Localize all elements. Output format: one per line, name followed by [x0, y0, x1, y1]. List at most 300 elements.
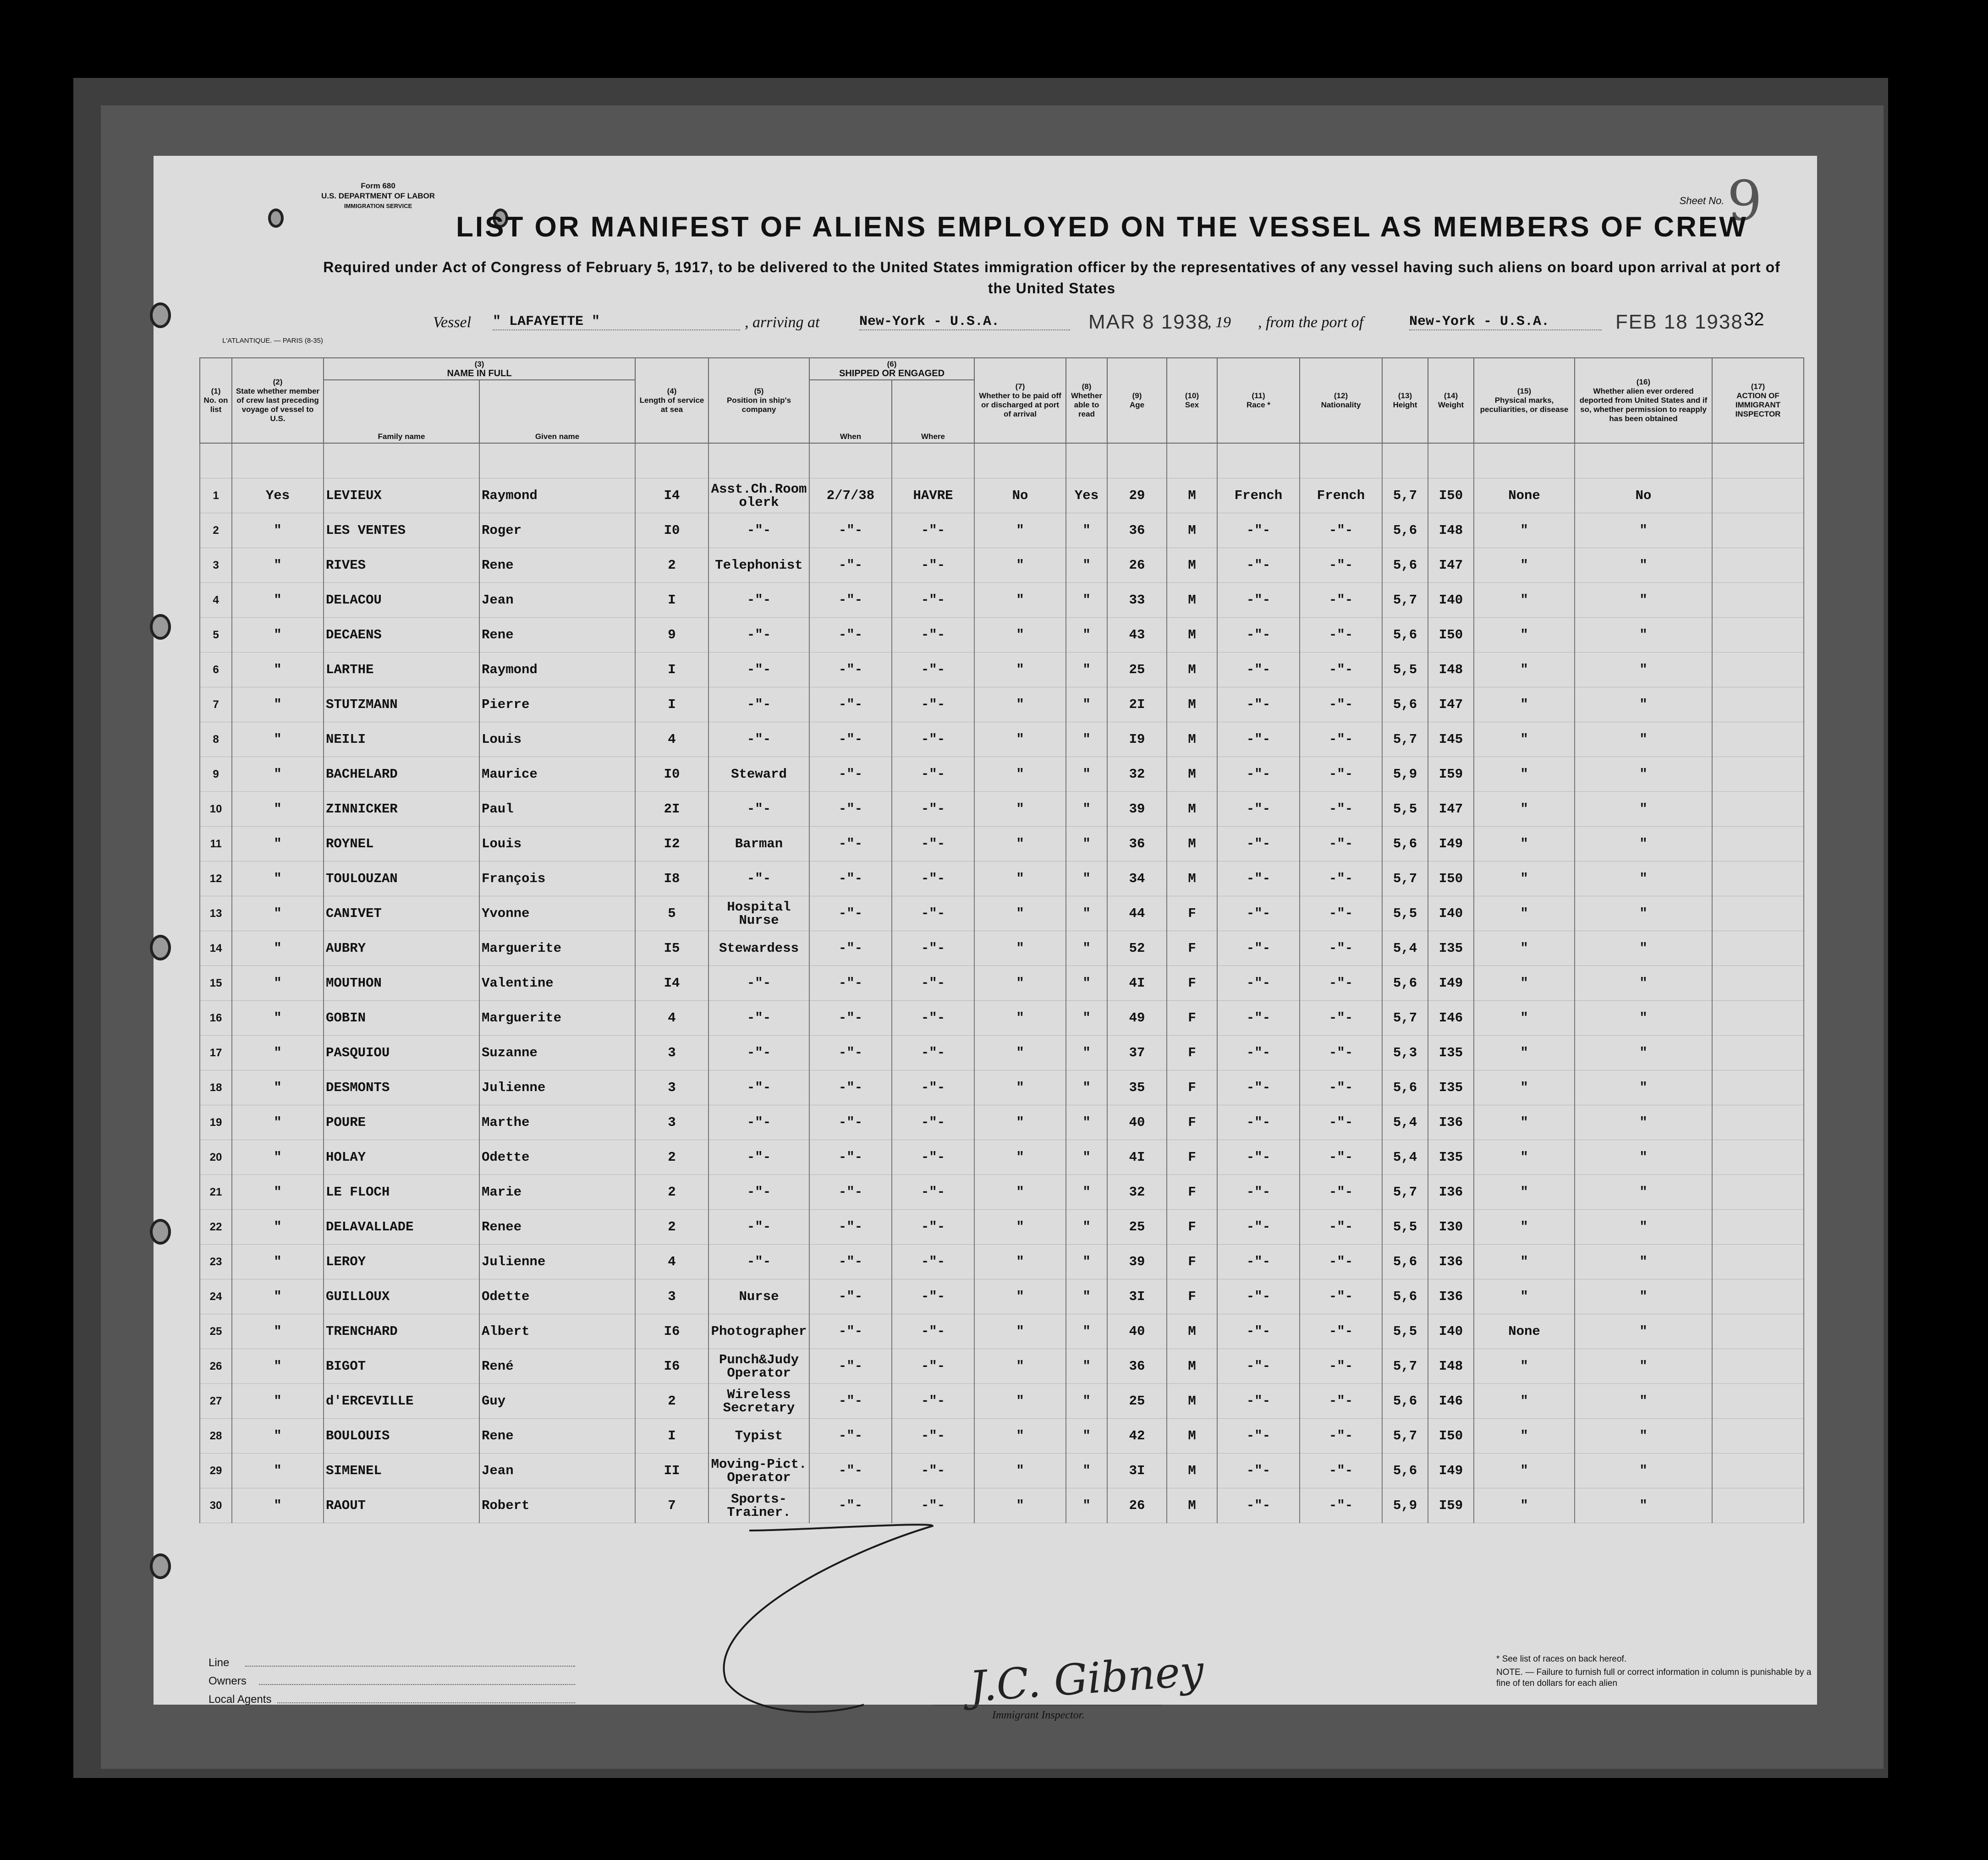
cell-age: 39 [1107, 792, 1167, 827]
cell-marks: " [1474, 966, 1575, 1001]
cell-given: Marguerite [479, 931, 635, 966]
cell-deported: " [1575, 1175, 1712, 1210]
cell-when: -"- [809, 1105, 892, 1140]
cell-no: 1 [200, 478, 232, 513]
cell-given: Julienne [479, 1245, 635, 1279]
cell-service: I2 [635, 827, 708, 861]
cell-sex: M [1167, 861, 1217, 896]
cell-nationality: -"- [1300, 1070, 1382, 1105]
cell-given: Marthe [479, 1105, 635, 1140]
cell-race: -"- [1217, 1001, 1300, 1036]
cell-race: -"- [1217, 1419, 1300, 1454]
cell-family: DESMONTS [324, 1070, 479, 1105]
col-header-given-name: Given name [479, 380, 635, 443]
cell-paid: " [974, 687, 1066, 722]
cell-marks: " [1474, 548, 1575, 583]
cell-height: 5,3 [1382, 1036, 1428, 1070]
cell-position: Punch&Judy Operator [708, 1349, 809, 1384]
cell-deported: " [1575, 1036, 1712, 1070]
cell-read: " [1066, 513, 1107, 548]
cell-when: -"- [809, 966, 892, 1001]
page-subtitle: Required under Act of Congress of February 5, 1917, to be delivered to the United States immigration officer by the representatives of any vessel having such aliens on board upon arrival at port of the United States [323, 259, 1780, 296]
cell-given: Rene [479, 618, 635, 653]
cell-where: -"- [892, 1140, 974, 1175]
cell-read: " [1066, 1210, 1107, 1245]
cell-age: 35 [1107, 1070, 1167, 1105]
cell-when: -"- [809, 792, 892, 827]
cell-paid: " [974, 1036, 1066, 1070]
cell-prev: " [232, 1070, 324, 1105]
cell-service: 2 [635, 1140, 708, 1175]
cell-nationality: -"- [1300, 687, 1382, 722]
cell-prev: " [232, 1105, 324, 1140]
cell-no: 10 [200, 792, 232, 827]
cell-paid: " [974, 1454, 1066, 1488]
cell-age: I9 [1107, 722, 1167, 757]
cell-deported: " [1575, 1279, 1712, 1314]
cell-family: DELAVALLADE [324, 1210, 479, 1245]
cell-race: French [1217, 478, 1300, 513]
cell-service: 2 [635, 1175, 708, 1210]
cell-read: " [1066, 583, 1107, 618]
cell-paid: " [974, 861, 1066, 896]
cell-weight: I50 [1428, 1419, 1474, 1454]
col-header-name: (3) NAME IN FULL [324, 358, 635, 380]
cell-given: Louis [479, 722, 635, 757]
cell-sex: M [1167, 687, 1217, 722]
cell-deported: " [1575, 1488, 1712, 1523]
col-header-nationality: (12) Nationality [1300, 358, 1382, 443]
cell-weight: I45 [1428, 722, 1474, 757]
cell-height: 5,6 [1382, 1384, 1428, 1419]
cell-when: -"- [809, 757, 892, 792]
cell-prev: " [232, 966, 324, 1001]
cell-position: -"- [708, 618, 809, 653]
form-number: Form 680 [361, 181, 395, 190]
cell-race: -"- [1217, 1210, 1300, 1245]
cell-race: -"- [1217, 1488, 1300, 1523]
cell-marks: None [1474, 478, 1575, 513]
col-header-position: (5) Position in ship's company [708, 358, 809, 443]
cell-nationality: -"- [1300, 1419, 1382, 1454]
cell-age: 36 [1107, 827, 1167, 861]
cell-nationality: -"- [1300, 827, 1382, 861]
cell-paid: " [974, 513, 1066, 548]
cell-service: I4 [635, 478, 708, 513]
cell-family: DELACOU [324, 583, 479, 618]
note-label: NOTE. — [1496, 1668, 1534, 1677]
cell-race: -"- [1217, 1175, 1300, 1210]
cell-family: RIVES [324, 548, 479, 583]
cell-deported: " [1575, 827, 1712, 861]
page-title: LIST OR MANIFEST OF ALIENS EMPLOYED ON THE VESSEL AS MEMBERS OF CREW [456, 211, 1748, 243]
cell-position: -"- [708, 1105, 809, 1140]
cell-race: -"- [1217, 1314, 1300, 1349]
cell-when: -"- [809, 1419, 892, 1454]
cell-weight: I36 [1428, 1175, 1474, 1210]
cell-nationality: -"- [1300, 931, 1382, 966]
cell-prev: " [232, 687, 324, 722]
cell-given: Jean [479, 1454, 635, 1488]
cell-paid: " [974, 1314, 1066, 1349]
cell-weight: I49 [1428, 1454, 1474, 1488]
cell-prev: " [232, 1488, 324, 1523]
cell-marks: " [1474, 687, 1575, 722]
cell-position: -"- [708, 966, 809, 1001]
cell-no: 8 [200, 722, 232, 757]
cell-family: GUILLOUX [324, 1279, 479, 1314]
cell-paid: " [974, 653, 1066, 687]
col-header-weight: (14) Weight [1428, 358, 1474, 443]
cell-where: -"- [892, 1279, 974, 1314]
cell-where: -"- [892, 1070, 974, 1105]
cell-nationality: -"- [1300, 1279, 1382, 1314]
cell-sex: F [1167, 1245, 1217, 1279]
cell-height: 5,6 [1382, 548, 1428, 583]
cell-where: -"- [892, 618, 974, 653]
cell-family: ZINNICKER [324, 792, 479, 827]
cell-sex: F [1167, 1001, 1217, 1036]
year-label: , 19 [1208, 314, 1231, 331]
cell-prev: " [232, 1314, 324, 1349]
cell-nationality: -"- [1300, 896, 1382, 931]
cell-height: 5,7 [1382, 1349, 1428, 1384]
cell-marks: " [1474, 1105, 1575, 1140]
cell-family: LEROY [324, 1245, 479, 1279]
cell-race: -"- [1217, 618, 1300, 653]
cell-position: Steward [708, 757, 809, 792]
cell-sex: M [1167, 1454, 1217, 1488]
cell-paid: " [974, 1210, 1066, 1245]
cell-position: Stewardess [708, 931, 809, 966]
cell-height: 5,5 [1382, 896, 1428, 931]
cell-family: ROYNEL [324, 827, 479, 861]
cell-prev: " [232, 861, 324, 896]
cell-race: -"- [1217, 687, 1300, 722]
cell-service: I0 [635, 757, 708, 792]
cell-service: 5 [635, 896, 708, 931]
cell-family: STUTZMANN [324, 687, 479, 722]
cell-sex: M [1167, 478, 1217, 513]
cell-race: -"- [1217, 513, 1300, 548]
cell-service: I [635, 653, 708, 687]
cell-read: " [1066, 618, 1107, 653]
cell-family: LE FLOCH [324, 1175, 479, 1210]
cell-given: Suzanne [479, 1036, 635, 1070]
cell-given: Valentine [479, 966, 635, 1001]
cell-height: 5,7 [1382, 583, 1428, 618]
cell-read: " [1066, 722, 1107, 757]
cell-prev: " [232, 1349, 324, 1384]
cell-when: -"- [809, 1314, 892, 1349]
cell-service: 3 [635, 1279, 708, 1314]
cell-sex: M [1167, 583, 1217, 618]
cell-where: -"- [892, 513, 974, 548]
cell-marks: " [1474, 931, 1575, 966]
cell-nationality: -"- [1300, 1210, 1382, 1245]
cell-when: -"- [809, 1210, 892, 1245]
cell-sex: M [1167, 757, 1217, 792]
cell-paid: " [974, 583, 1066, 618]
cell-where: -"- [892, 1454, 974, 1488]
cell-marks: " [1474, 1140, 1575, 1175]
cell-where: -"- [892, 896, 974, 931]
cell-sex: M [1167, 618, 1217, 653]
cell-race: -"- [1217, 896, 1300, 931]
cell-where: -"- [892, 1001, 974, 1036]
cell-paid: No [974, 478, 1066, 513]
cell-service: I [635, 1419, 708, 1454]
cell-nationality: -"- [1300, 757, 1382, 792]
cell-read: " [1066, 1488, 1107, 1523]
cell-read: " [1066, 896, 1107, 931]
cell-position: -"- [708, 1001, 809, 1036]
cell-family: LARTHE [324, 653, 479, 687]
cell-paid: " [974, 757, 1066, 792]
cell-weight: I50 [1428, 618, 1474, 653]
cell-sex: M [1167, 548, 1217, 583]
cell-position: -"- [708, 1245, 809, 1279]
cell-position: Hospital Nurse [708, 896, 809, 931]
cell-paid: " [974, 1175, 1066, 1210]
cell-where: -"- [892, 583, 974, 618]
cell-sex: M [1167, 1349, 1217, 1384]
cell-position: -"- [708, 583, 809, 618]
cell-read: " [1066, 757, 1107, 792]
cell-weight: I48 [1428, 1349, 1474, 1384]
from-port: New-York - U.S.A. [1409, 314, 1602, 330]
cell-prev: " [232, 1454, 324, 1488]
cell-read: " [1066, 1175, 1107, 1210]
cell-weight: I49 [1428, 827, 1474, 861]
cell-age: 34 [1107, 861, 1167, 896]
cell-family: TRENCHARD [324, 1314, 479, 1349]
inspector-signature: J.C. Gibney [967, 1646, 1206, 1712]
cell-deported: " [1575, 792, 1712, 827]
cell-sex: F [1167, 1175, 1217, 1210]
cell-race: -"- [1217, 548, 1300, 583]
cell-sex: M [1167, 1419, 1217, 1454]
col-header-service: (4) Length of service at sea [635, 358, 708, 443]
cell-position: -"- [708, 1070, 809, 1105]
cell-position: -"- [708, 513, 809, 548]
cell-deported: " [1575, 1105, 1712, 1140]
cell-when: -"- [809, 827, 892, 861]
col-header-age: (9) Age [1107, 358, 1167, 443]
cell-read: " [1066, 548, 1107, 583]
cell-where: -"- [892, 1314, 974, 1349]
cell-where: -"- [892, 861, 974, 896]
cell-given: Paul [479, 792, 635, 827]
arriving-label: , arriving at [745, 314, 820, 331]
cell-position: -"- [708, 792, 809, 827]
cell-prev: " [232, 722, 324, 757]
cell-height: 5,7 [1382, 1175, 1428, 1210]
line-label: Line [209, 1657, 230, 1669]
cell-given: Odette [479, 1279, 635, 1314]
cell-height: 5,5 [1382, 792, 1428, 827]
cell-marks: " [1474, 583, 1575, 618]
cell-no: 28 [200, 1419, 232, 1454]
cell-marks: " [1474, 1454, 1575, 1488]
cell-sex: M [1167, 653, 1217, 687]
cell-height: 5,5 [1382, 653, 1428, 687]
cell-paid: " [974, 966, 1066, 1001]
cell-where: -"- [892, 1488, 974, 1523]
cell-marks: " [1474, 1349, 1575, 1384]
cell-height: 5,6 [1382, 1454, 1428, 1488]
cell-height: 5,6 [1382, 1070, 1428, 1105]
cell-sex: M [1167, 792, 1217, 827]
cell-prev: " [232, 931, 324, 966]
cell-no: 17 [200, 1036, 232, 1070]
cell-height: 5,4 [1382, 1105, 1428, 1140]
cell-given: Robert [479, 1488, 635, 1523]
cell-nationality: -"- [1300, 1245, 1382, 1279]
cell-family: POURE [324, 1105, 479, 1140]
cell-when: -"- [809, 1001, 892, 1036]
inspector-pen-stroke [724, 1525, 933, 1712]
race-footnote: * See list of races on back hereof. [1496, 1654, 1627, 1664]
note-text: Failure to furnish full or correct information in column is punishable by a fine of ten dollars for each alien [1496, 1668, 1812, 1688]
cell-age: 40 [1107, 1314, 1167, 1349]
cell-position: Wireless Secretary [708, 1384, 809, 1419]
cell-race: -"- [1217, 757, 1300, 792]
cell-paid: " [974, 1070, 1066, 1105]
cell-weight: I50 [1428, 861, 1474, 896]
cell-height: 5,6 [1382, 618, 1428, 653]
cell-age: 26 [1107, 548, 1167, 583]
cell-height: 5,6 [1382, 827, 1428, 861]
cell-weight: I49 [1428, 966, 1474, 1001]
cell-when: -"- [809, 1140, 892, 1175]
cell-deported: " [1575, 861, 1712, 896]
col-header-no: (1) No. on list [200, 358, 232, 443]
cell-race: -"- [1217, 966, 1300, 1001]
cell-paid: " [974, 827, 1066, 861]
cell-age: 26 [1107, 1488, 1167, 1523]
cell-weight: I59 [1428, 1488, 1474, 1523]
cell-deported: " [1575, 1454, 1712, 1488]
cell-no: 16 [200, 1001, 232, 1036]
cell-given: François [479, 861, 635, 896]
cell-no: 15 [200, 966, 232, 1001]
cell-height: 5,4 [1382, 931, 1428, 966]
cell-height: 5,9 [1382, 757, 1428, 792]
cell-where: -"- [892, 653, 974, 687]
cell-deported: " [1575, 513, 1712, 548]
cell-nationality: -"- [1300, 1140, 1382, 1175]
cell-race: -"- [1217, 861, 1300, 896]
cell-read: " [1066, 1140, 1107, 1175]
cell-family: d'ERCEVILLE [324, 1384, 479, 1419]
cell-no: 12 [200, 861, 232, 896]
cell-given: Marguerite [479, 1001, 635, 1036]
cell-where: -"- [892, 1175, 974, 1210]
cell-read: " [1066, 1245, 1107, 1279]
cell-given: Odette [479, 1140, 635, 1175]
cell-deported: " [1575, 653, 1712, 687]
cell-deported: " [1575, 966, 1712, 1001]
cell-position: Moving-Pict. Operator [708, 1454, 809, 1488]
cell-age: 25 [1107, 1384, 1167, 1419]
cell-weight: I47 [1428, 687, 1474, 722]
cell-given: Maurice [479, 757, 635, 792]
cell-when: -"- [809, 896, 892, 931]
cell-where: -"- [892, 966, 974, 1001]
cell-when: -"- [809, 931, 892, 966]
cell-race: -"- [1217, 1279, 1300, 1314]
cell-deported: " [1575, 1384, 1712, 1419]
cell-deported: " [1575, 1245, 1712, 1279]
cell-position: -"- [708, 653, 809, 687]
cell-marks: " [1474, 1279, 1575, 1314]
cell-family: LEVIEUX [324, 478, 479, 513]
cell-age: 39 [1107, 1245, 1167, 1279]
cell-deported: " [1575, 618, 1712, 653]
cell-race: -"- [1217, 792, 1300, 827]
cell-paid: " [974, 896, 1066, 931]
cell-paid: " [974, 1245, 1066, 1279]
cell-read: " [1066, 1105, 1107, 1140]
cell-where: -"- [892, 722, 974, 757]
cell-deported: " [1575, 1070, 1712, 1105]
cell-deported: " [1575, 1349, 1712, 1384]
cell-weight: I36 [1428, 1105, 1474, 1140]
cell-nationality: -"- [1300, 513, 1382, 548]
cell-sex: M [1167, 1314, 1217, 1349]
cell-age: 4I [1107, 966, 1167, 1001]
cell-position: Nurse [708, 1279, 809, 1314]
cell-service: 3 [635, 1036, 708, 1070]
cell-age: 25 [1107, 653, 1167, 687]
cell-height: 5,7 [1382, 478, 1428, 513]
cell-position: -"- [708, 1140, 809, 1175]
cell-prev: " [232, 548, 324, 583]
cell-given: Marie [479, 1175, 635, 1210]
cell-prev: " [232, 1210, 324, 1245]
cell-weight: I47 [1428, 548, 1474, 583]
cell-marks: " [1474, 1488, 1575, 1523]
cell-given: Pierre [479, 687, 635, 722]
printer-imprint: L'ATLANTIQUE. — PARIS (8-35) [222, 337, 323, 345]
cell-service: I [635, 583, 708, 618]
cell-weight: I36 [1428, 1279, 1474, 1314]
cell-marks: " [1474, 653, 1575, 687]
col-header-read: (8) Whether able to read [1066, 358, 1107, 443]
cell-weight: I35 [1428, 931, 1474, 966]
cell-marks: " [1474, 1001, 1575, 1036]
cell-paid: " [974, 1001, 1066, 1036]
cell-age: 36 [1107, 1349, 1167, 1384]
cell-family: CANIVET [324, 896, 479, 931]
cell-where: -"- [892, 1419, 974, 1454]
cell-weight: I50 [1428, 478, 1474, 513]
page-number: 32 [1744, 309, 1764, 329]
cell-age: 44 [1107, 896, 1167, 931]
cell-nationality: -"- [1300, 792, 1382, 827]
cell-family: AUBRY [324, 931, 479, 966]
cell-position: -"- [708, 861, 809, 896]
cell-no: 14 [200, 931, 232, 966]
cell-service: 9 [635, 618, 708, 653]
cell-prev: " [232, 653, 324, 687]
cell-age: 40 [1107, 1105, 1167, 1140]
cell-service: 2 [635, 548, 708, 583]
cell-when: 2/7/38 [809, 478, 892, 513]
manifest-sheet [154, 156, 1817, 1721]
cell-race: -"- [1217, 1349, 1300, 1384]
